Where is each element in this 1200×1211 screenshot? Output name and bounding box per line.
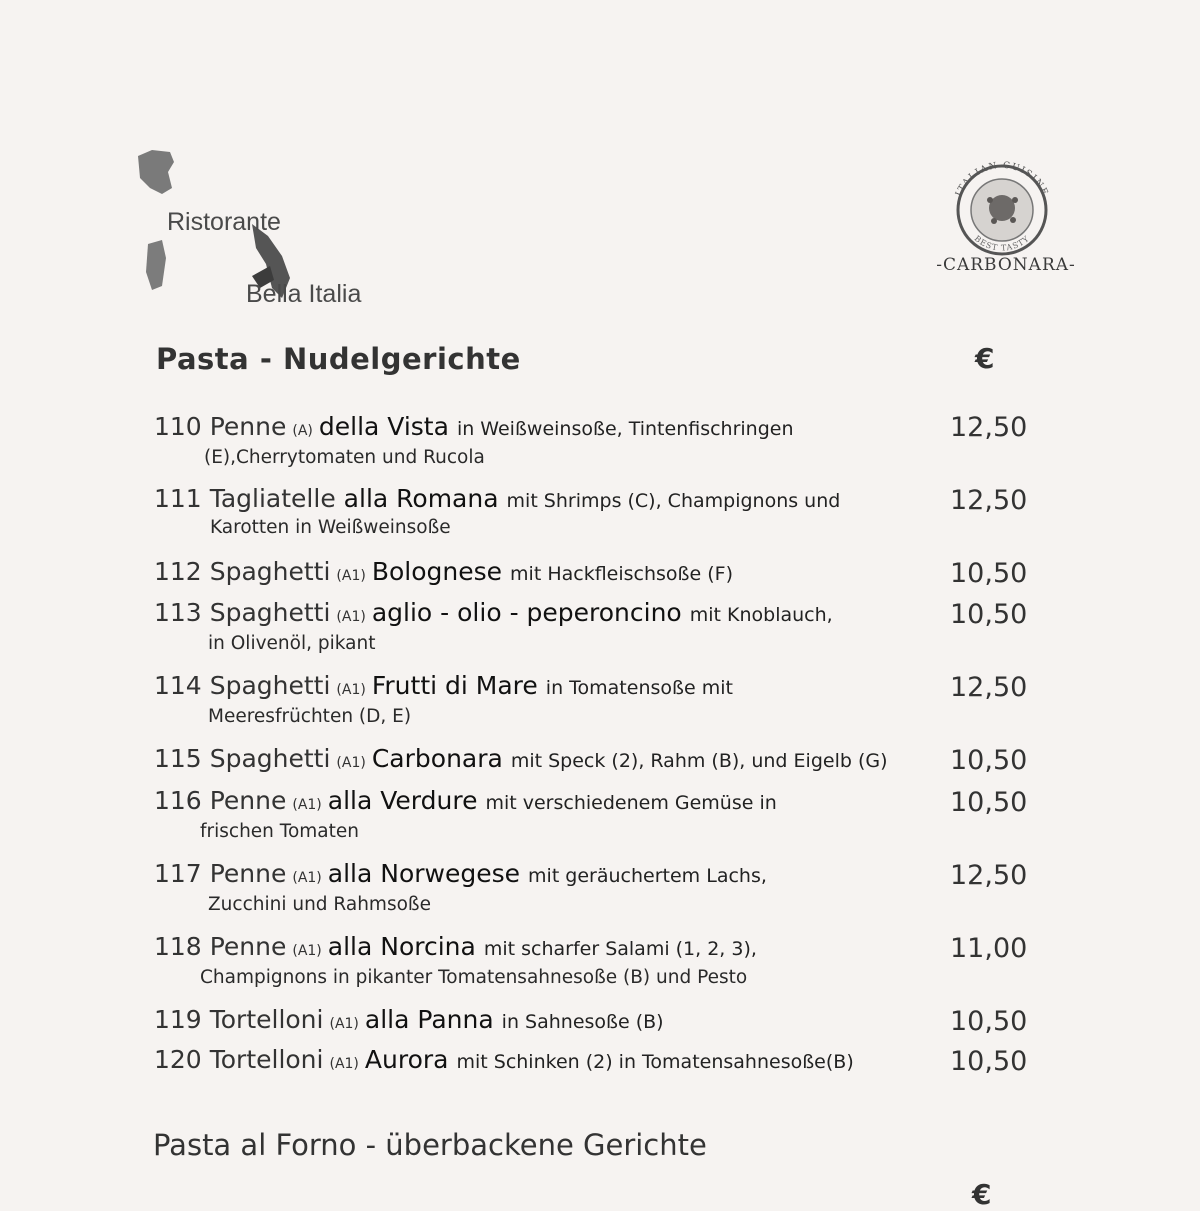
item-price: 12,50: [950, 412, 1028, 443]
dish-name: aglio - olio - peperoncino: [371, 598, 682, 627]
menu-item: [154, 671, 944, 729]
dish-description: mit Speck (2), Rahm (B), und Eigelb (G): [510, 750, 888, 772]
menu-item: [154, 1045, 944, 1079]
item-number: 114: [154, 671, 202, 700]
menu-item-line1: [154, 786, 944, 820]
menu-item-line1: [154, 598, 944, 632]
allergen-code: (A1): [292, 943, 322, 959]
dish-name: alla Romana: [343, 484, 499, 513]
menu-item: [154, 932, 944, 990]
dish-name: alla Norcina: [327, 932, 476, 961]
dish-name: alla Norwegese: [327, 859, 521, 888]
dish-description-continued: Karotten in Weißweinsoße: [210, 517, 451, 538]
item-number: 118: [154, 932, 202, 961]
menu-item: [154, 412, 944, 470]
dish-description: mit geräuchertem Lachs,: [528, 865, 767, 887]
brand-name-line1: Ristorante: [167, 208, 281, 236]
item-number: 111: [154, 484, 202, 513]
dish-name: della Vista: [318, 412, 449, 441]
dish-description-continued: Champignons in pikanter Tomatensahnesoße (B) und Pesto: [200, 967, 748, 988]
dish-description-continued: (E),Cherrytomaten und Rucola: [204, 447, 485, 468]
menu-item: [154, 744, 944, 778]
dish-description: mit scharfer Salami (1, 2, 3),: [483, 938, 757, 960]
pasta-type: Spaghetti: [209, 744, 331, 773]
pasta-type: Tortelloni: [209, 1005, 324, 1034]
item-price: 10,50: [950, 1046, 1028, 1077]
section2-title: Pasta al Forno - überbackene Gerichte: [153, 1128, 707, 1162]
allergen-code: (A1): [336, 609, 366, 625]
menu-item-line1: [154, 412, 944, 446]
item-number: 119: [154, 1005, 202, 1034]
pasta-type: Penne: [209, 786, 287, 815]
item-number: 120: [154, 1045, 202, 1074]
dish-description-continued: in Olivenöl, pikant: [208, 633, 376, 654]
item-number: 116: [154, 786, 202, 815]
menu-item-line1: [154, 484, 944, 516]
seal-bottom-text: -CARBONARA-: [936, 255, 1076, 275]
pasta-type: Penne: [209, 932, 287, 961]
dish-description-continued: frischen Tomaten: [200, 821, 359, 842]
dish-name: Bolognese: [371, 557, 503, 586]
allergen-code: (A): [292, 423, 313, 439]
dish-description: mit Knoblauch,: [689, 604, 833, 626]
allergen-code: (A1): [336, 755, 366, 771]
menu-item-line1: [154, 932, 944, 966]
menu-item-line1: [154, 744, 944, 778]
item-price: 10,50: [950, 599, 1028, 630]
menu-item: [154, 1005, 944, 1039]
menu-item-line1: [154, 859, 944, 893]
item-number: 115: [154, 744, 202, 773]
menu-item: [154, 598, 944, 656]
menu-item: [154, 557, 944, 591]
dish-description: in Weißweinsoße, Tintenfischringen: [456, 418, 794, 440]
section2-currency-symbol: €: [972, 1178, 992, 1211]
dish-description-continued: Meeresfrüchten (D, E): [208, 706, 412, 727]
dish-name: alla Panna: [364, 1005, 494, 1034]
menu-item: [154, 786, 944, 844]
dish-description-continued: Zucchini und Rahmsoße: [208, 894, 431, 915]
item-price: 12,50: [950, 672, 1028, 703]
seal-middle-text: BEST TASTY: [972, 233, 1032, 253]
dish-name: alla Verdure: [327, 786, 478, 815]
section-title: Pasta - Nudelgerichte: [156, 342, 521, 376]
dish-description: mit verschiedenem Gemüse in: [485, 792, 777, 814]
item-price: 12,50: [950, 485, 1028, 516]
dish-name: Frutti di Mare: [371, 671, 538, 700]
dish-name: Aurora: [364, 1045, 449, 1074]
menu-item-line1: [154, 671, 944, 705]
item-price: 10,50: [950, 558, 1028, 589]
menu-item-line1: [154, 1005, 944, 1039]
pasta-type: Penne: [209, 859, 287, 888]
item-number: 117: [154, 859, 202, 888]
allergen-code: (A1): [292, 797, 322, 813]
item-number: 113: [154, 598, 202, 627]
brand-name-line2: Bella Italia: [246, 280, 362, 308]
pasta-type: Penne: [209, 412, 287, 441]
dish-description: mit Schinken (2) in Tomatensahnesoße(B): [456, 1051, 854, 1073]
item-number: 110: [154, 412, 202, 441]
item-price: 12,50: [950, 860, 1028, 891]
item-price: 11,00: [950, 933, 1028, 964]
item-price: 10,50: [950, 787, 1028, 818]
item-price: 10,50: [950, 1006, 1028, 1037]
menu-item: [154, 484, 944, 540]
pasta-type: Spaghetti: [209, 557, 331, 586]
allergen-code: (A1): [336, 568, 366, 584]
allergen-code: (A1): [329, 1056, 359, 1072]
dish-description: mit Shrimps (C), Champignons und: [506, 490, 841, 512]
dish-description: mit Hackfleischsoße (F): [510, 563, 733, 585]
allergen-code: (A1): [292, 870, 322, 886]
menu-item-line1: [154, 1045, 944, 1079]
allergen-code: (A1): [336, 682, 366, 698]
item-number: 112: [154, 557, 202, 586]
item-price: 10,50: [950, 745, 1028, 776]
dish-description: in Tomatensoße mit: [545, 677, 733, 699]
currency-symbol: €: [975, 342, 995, 375]
dish-name: Carbonara: [371, 744, 503, 773]
menu-item: [154, 859, 944, 917]
menu-item-line1: [154, 557, 944, 591]
pasta-type: Tortelloni: [209, 1045, 324, 1074]
allergen-code: (A1): [329, 1016, 359, 1032]
pasta-type: Spaghetti: [209, 598, 331, 627]
dish-description: in Sahnesoße (B): [501, 1011, 664, 1033]
pasta-type: Tagliatelle: [209, 484, 336, 513]
seal-top-text: ITALIAN CUISINE: [954, 160, 1050, 199]
pasta-type: Spaghetti: [209, 671, 331, 700]
